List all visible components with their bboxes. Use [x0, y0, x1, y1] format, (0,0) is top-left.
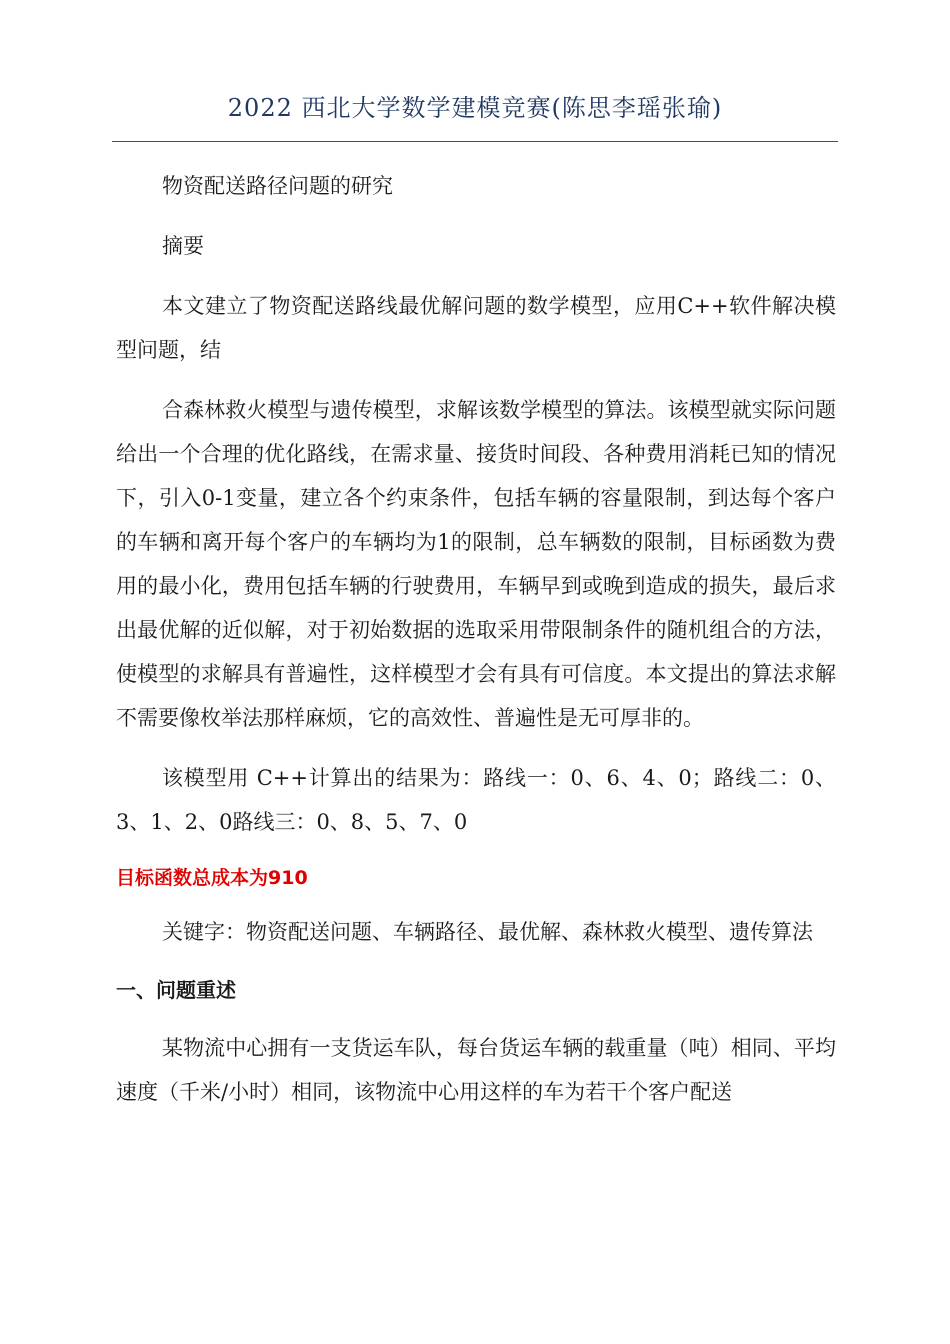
abstract-paragraph-3: 该模型用 C++计算出的结果为：路线一：0、6、4、0；路线二：0、3、1、2、0路线三：0、8、5、7、0	[116, 766, 836, 834]
paper-title: 物资配送路径问题的研究	[162, 174, 393, 198]
objective-result: 目标函数总成本为910	[116, 867, 308, 889]
section-heading-1: 一、问题重述	[116, 978, 236, 1002]
abstract-paragraph-1: 本文建立了物资配送路线最优解问题的数学模型，应用C++软件解决模型问题，结	[116, 294, 836, 362]
section-1-paragraph: 某物流中心拥有一支货运车队，每台货运车辆的载重量（吨）相同、平均速度（千米/小时）相同，该物流中心用这样的车为若干个客户配送	[116, 1036, 836, 1104]
header-divider	[112, 141, 838, 142]
document-body	[116, 164, 836, 1114]
page-header-title: 2022 西北大学数学建模竞赛(陈思李瑶张瑜)	[227, 94, 723, 122]
abstract-label: 摘要	[162, 234, 204, 258]
keywords: 关键字：物资配送问题、车辆路径、最优解、森林救火模型、遗传算法	[162, 920, 813, 944]
abstract-paragraph-2: 合森林救火模型与遗传模型，求解该数学模型的算法。该模型就实际问题给出一个合理的优化路线，在需求量、接货时间段、各种费用消耗已知的情况下，引入0-1变量，建立各个约束条件，包括车辆的容量限制，到达每个客户的车辆和离开每个客户的车辆均为1的限制，总车辆数的限制，目标函数为费用的最小化，费用包括车辆的行驶费用，车辆早到或晚到造成的损失，最后求出最优解的近似解，对于初始数据的选取采用带限制条件的随机组合的方法，使模型的求解具有普遍性，这样模型才会有具有可信度。本文提出的算法求解不需要像枚举法那样麻烦，它的高效性、普遍性是无可厚非的。	[116, 398, 836, 730]
